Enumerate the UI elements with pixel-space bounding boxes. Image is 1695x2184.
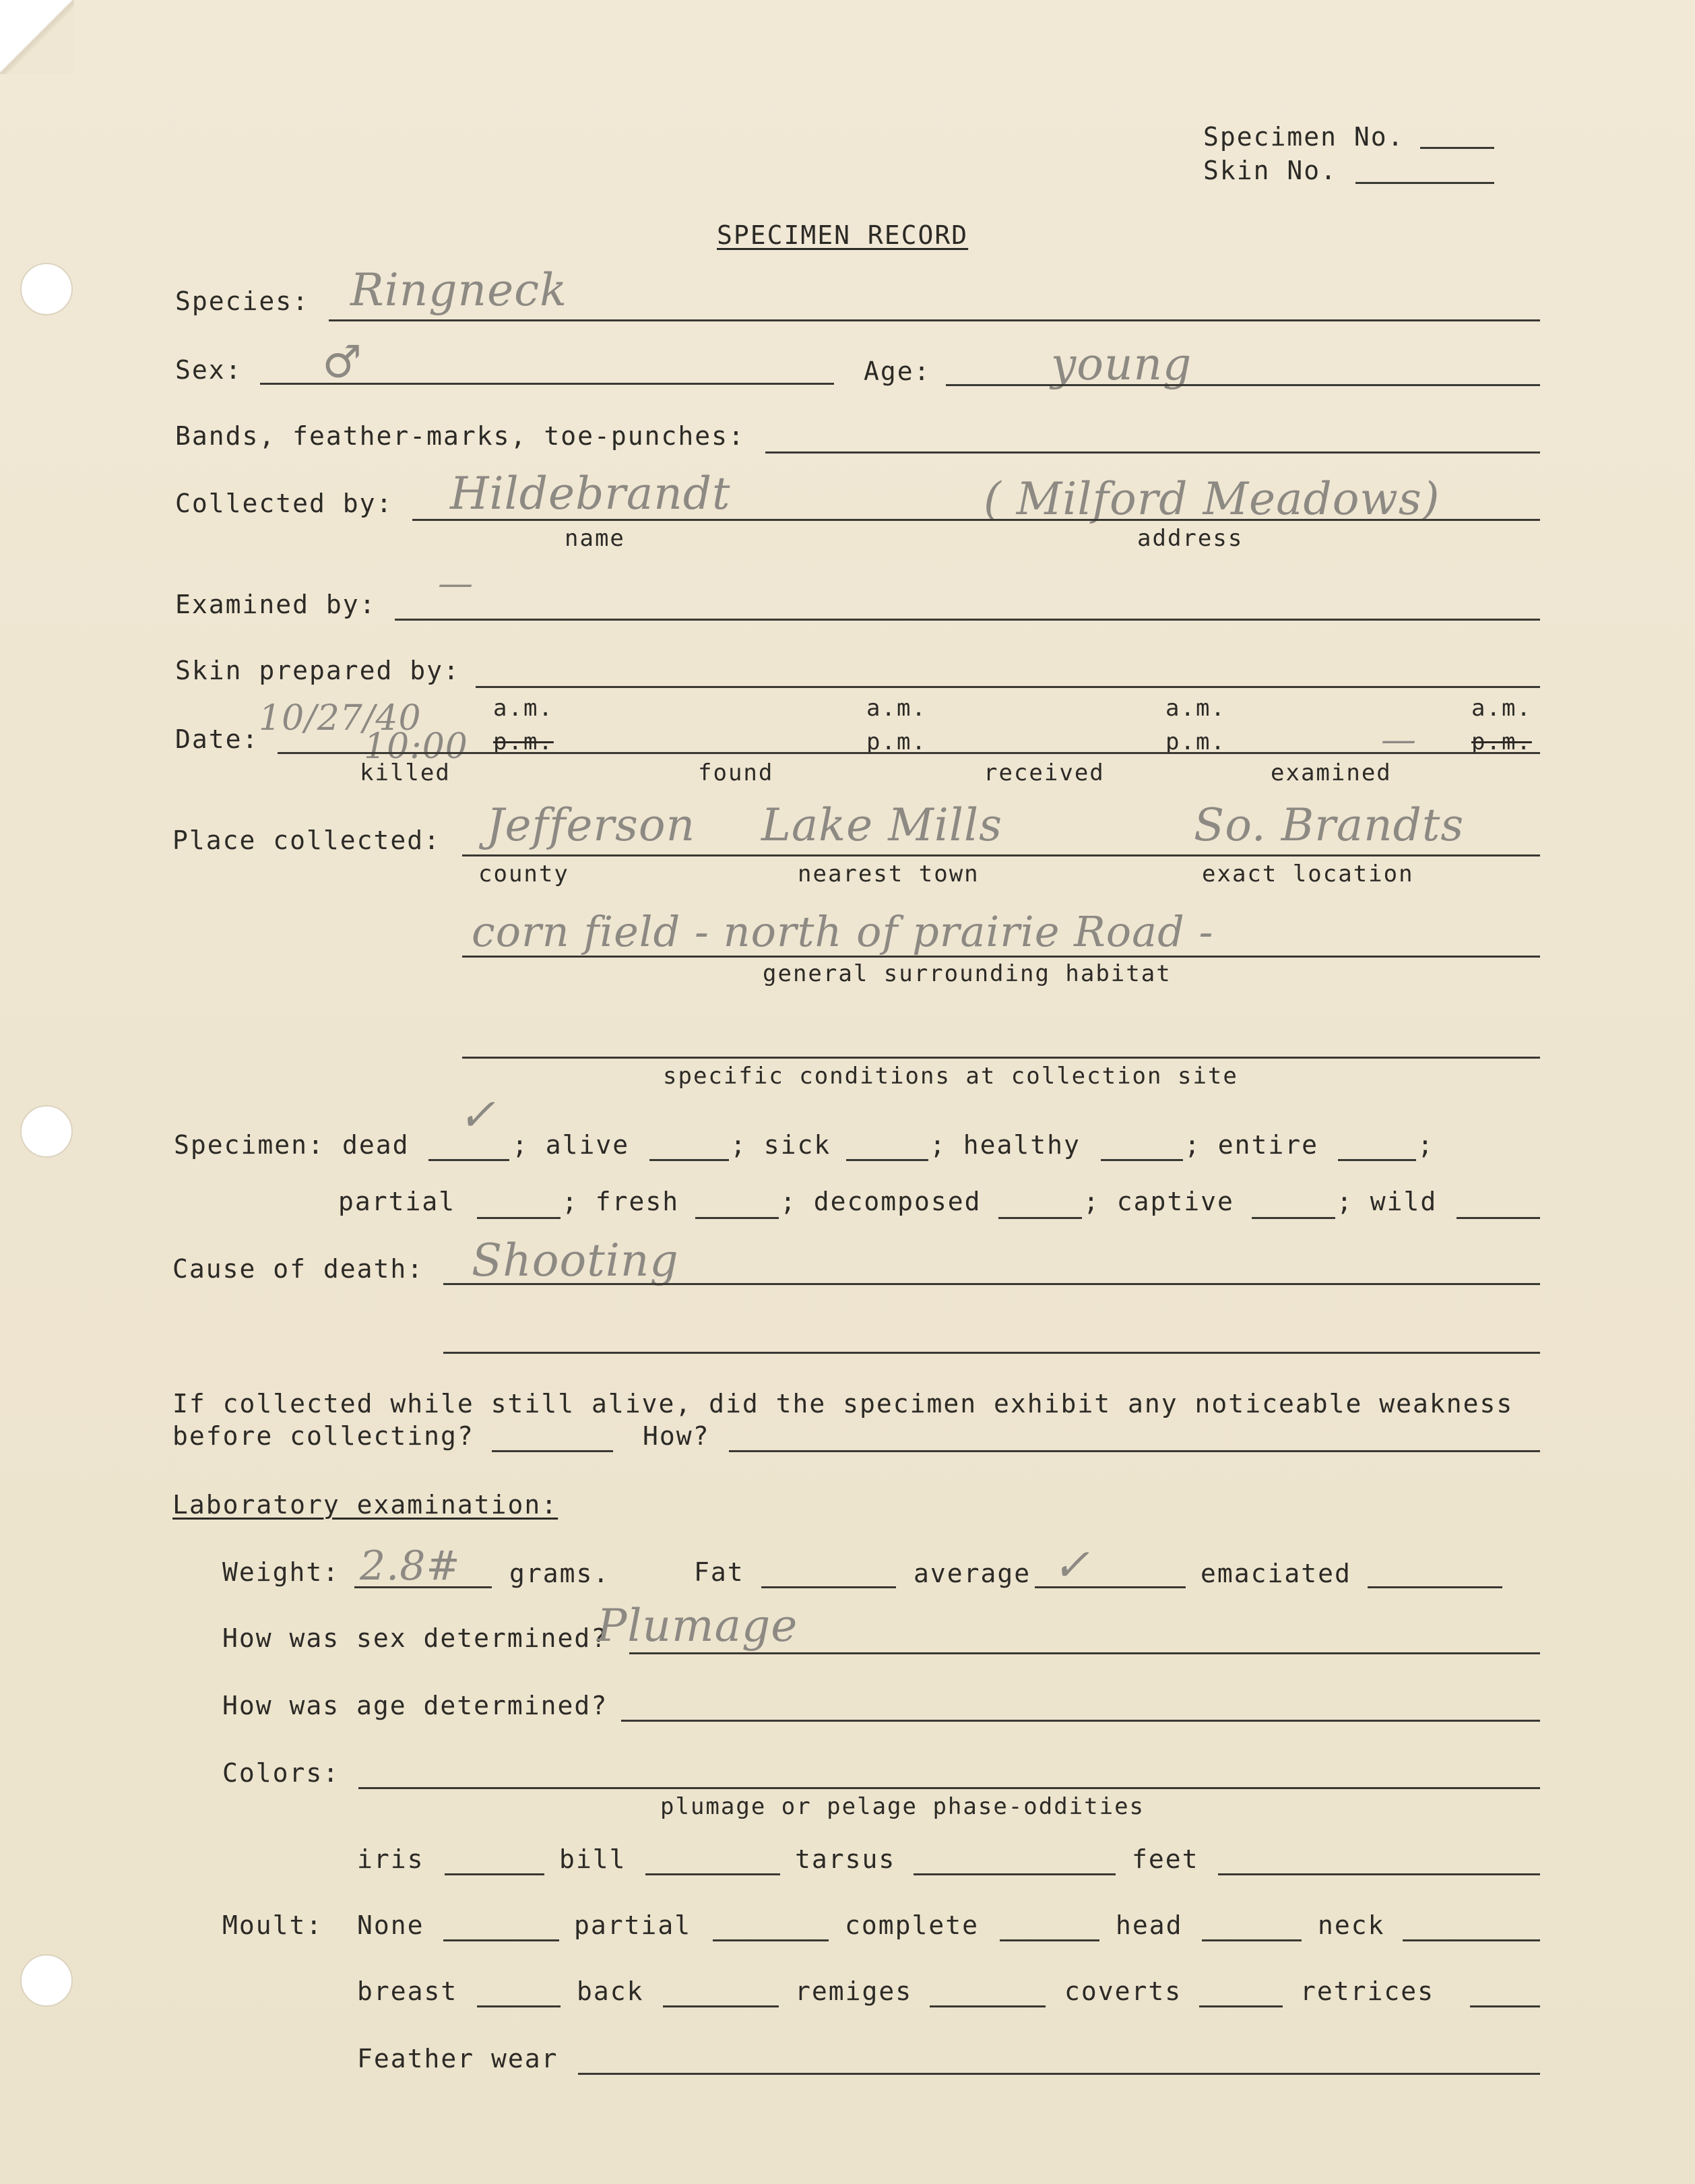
moult-neck-blank[interactable] — [1403, 1939, 1540, 1941]
fresh-blank[interactable] — [695, 1217, 779, 1219]
conditions-caption: specific conditions at collection site — [663, 1063, 1238, 1090]
feet-label: feet — [1132, 1844, 1199, 1874]
tarsus-label: tarsus — [795, 1844, 896, 1874]
killed-pm[interactable]: p.m. — [493, 728, 554, 755]
decomposed-label: ; decomposed — [780, 1187, 982, 1216]
examined-by-value: — — [438, 563, 474, 604]
age-label: Age: — [864, 356, 931, 386]
grams-label: grams. — [509, 1559, 610, 1588]
feather-wear-line[interactable] — [578, 2073, 1540, 2075]
moult-retrices-label: retrices — [1300, 1976, 1435, 2006]
dead-check: ✓ — [458, 1089, 497, 1141]
moult-breast-blank[interactable] — [477, 2005, 561, 2007]
name-caption: name — [565, 525, 625, 552]
sex-line[interactable] — [260, 383, 834, 385]
habitat-line[interactable] — [462, 956, 1540, 958]
dead-blank[interactable] — [428, 1159, 509, 1161]
moult-back-label: back — [577, 1976, 644, 2006]
address-caption: address — [1137, 525, 1244, 552]
alive-label: ; alive — [512, 1130, 630, 1160]
county-value: Jefferson — [486, 799, 696, 851]
healthy-blank[interactable] — [1101, 1159, 1183, 1161]
age-value: young — [1051, 338, 1192, 390]
age-determined-label: How was age determined? — [222, 1691, 608, 1720]
moult-head-label: head — [1116, 1910, 1183, 1940]
feet-blank[interactable] — [1218, 1873, 1540, 1875]
moult-none-label: None — [357, 1910, 424, 1940]
fresh-label: ; fresh — [562, 1187, 680, 1216]
punch-hole-top — [20, 263, 73, 315]
cause-of-death-line[interactable] — [443, 1283, 1540, 1285]
examined-caption: examined — [1271, 759, 1392, 786]
place-collected-line[interactable] — [462, 854, 1540, 856]
moult-back-blank[interactable] — [663, 2005, 779, 2007]
captive-blank[interactable] — [1252, 1217, 1335, 1219]
skin-prepared-line[interactable] — [476, 686, 1540, 688]
species-label: Species: — [175, 286, 310, 316]
captive-label: ; captive — [1083, 1187, 1234, 1216]
killed-date: 10/27/40 — [259, 698, 422, 739]
moult-coverts-label: coverts — [1064, 1976, 1182, 2006]
bands-label: Bands, feather-marks, toe-punches: — [175, 421, 745, 451]
species-line[interactable] — [329, 319, 1540, 321]
iris-blank[interactable] — [445, 1873, 544, 1875]
killed-caption: killed — [360, 759, 451, 786]
lab-exam-title: Laboratory examination: — [172, 1490, 558, 1520]
cause-of-death-line-2[interactable] — [443, 1352, 1540, 1354]
collected-by-name: Hildebrandt — [450, 468, 731, 520]
specimen-no-label: Specimen No. — [1203, 122, 1405, 152]
tarsus-blank[interactable] — [914, 1873, 1116, 1875]
colors-line[interactable] — [358, 1787, 1540, 1789]
moult-label: Moult: — [222, 1910, 323, 1940]
row-end-semicolon: ; — [1417, 1130, 1434, 1160]
punch-hole-middle — [20, 1105, 73, 1158]
moult-coverts-blank[interactable] — [1199, 2005, 1283, 2007]
species-value: Ringneck — [350, 264, 568, 316]
bill-label: bill — [559, 1844, 627, 1874]
moult-partial-blank[interactable] — [713, 1939, 829, 1941]
emaciated-blank[interactable] — [1368, 1586, 1502, 1588]
plumage-caption: plumage or pelage phase-oddities — [660, 1793, 1145, 1820]
dead-label: dead — [342, 1130, 410, 1160]
sex-determined-value: Plumage — [597, 1600, 798, 1652]
moult-complete-blank[interactable] — [1000, 1939, 1099, 1941]
average-blank[interactable] — [1035, 1586, 1186, 1588]
moult-retrices-blank[interactable] — [1470, 2005, 1540, 2007]
examined-by-label: Examined by: — [175, 590, 377, 619]
date-label: Date: — [175, 724, 259, 754]
examined-pm[interactable]: p.m. — [1471, 728, 1532, 755]
location-caption: exact location — [1202, 861, 1414, 887]
cause-of-death-value: Shooting — [472, 1235, 679, 1286]
colors-label: Colors: — [222, 1758, 340, 1788]
moult-remiges-label: remiges — [795, 1976, 913, 2006]
sick-label: ; sick — [730, 1130, 831, 1160]
folded-corner — [0, 0, 74, 74]
punch-hole-bottom — [20, 1954, 73, 2007]
entire-blank[interactable] — [1338, 1159, 1416, 1161]
sex-determined-line[interactable] — [629, 1652, 1540, 1654]
found-am[interactable]: a.m. — [866, 695, 927, 722]
moult-head-blank[interactable] — [1202, 1939, 1302, 1941]
county-caption: county — [478, 861, 569, 887]
killed-am[interactable]: a.m. — [493, 695, 554, 722]
location-value: So. Brandts — [1194, 799, 1465, 851]
habitat-value: corn field - north of prairie Road - — [472, 907, 1214, 956]
fat-blank[interactable] — [761, 1586, 896, 1588]
wild-label: ; wild — [1337, 1187, 1438, 1216]
bill-blank[interactable] — [645, 1873, 780, 1875]
decomposed-blank[interactable] — [998, 1217, 1082, 1219]
habitat-caption: general surrounding habitat — [763, 960, 1172, 987]
weakness-question-line2: before collecting? — [172, 1421, 474, 1451]
average-check: ✓ — [1052, 1539, 1091, 1591]
weight-label: Weight: — [222, 1557, 340, 1587]
moult-complete-label: complete — [845, 1910, 980, 1940]
collected-by-label: Collected by: — [175, 489, 393, 518]
partial-blank[interactable] — [477, 1217, 561, 1219]
fat-label: Fat — [694, 1557, 744, 1587]
town-value: Lake Mills — [761, 799, 1002, 851]
examined-am[interactable]: a.m. — [1471, 695, 1532, 722]
received-pm[interactable]: p.m. — [1165, 728, 1226, 755]
collected-by-address: ( Milford Meadows) — [984, 473, 1440, 525]
cause-of-death-label: Cause of death: — [172, 1254, 424, 1284]
collected-by-line[interactable] — [412, 519, 1540, 521]
age-line[interactable] — [946, 384, 1540, 386]
moult-partial-label: partial — [574, 1910, 692, 1940]
skin-no-label: Skin No. — [1203, 156, 1338, 185]
feather-wear-label: Feather wear — [357, 2044, 558, 2073]
sex-determined-label: How was sex determined? — [222, 1623, 608, 1653]
examined-by-line[interactable] — [395, 619, 1540, 621]
place-collected-label: Place collected: — [172, 825, 441, 855]
emaciated-label: emaciated — [1201, 1559, 1351, 1588]
received-am[interactable]: a.m. — [1165, 695, 1226, 722]
moult-remiges-blank[interactable] — [930, 2005, 1046, 2007]
skin-prepared-label: Skin prepared by: — [175, 656, 460, 685]
conditions-line[interactable] — [462, 1057, 1540, 1059]
weight-value: 2.8# — [360, 1542, 461, 1590]
bands-line[interactable] — [765, 451, 1540, 454]
how-label: How? — [643, 1421, 710, 1451]
healthy-label: ; healthy — [930, 1130, 1081, 1160]
partial-label: partial — [338, 1187, 456, 1216]
weight-blank[interactable] — [354, 1586, 492, 1588]
average-label: average — [914, 1559, 1031, 1588]
entire-label: ; entire — [1184, 1130, 1319, 1160]
moult-breast-label: breast — [357, 1976, 458, 2006]
date-line[interactable] — [278, 752, 1540, 754]
sex-label: Sex: — [175, 355, 243, 385]
sex-value: ♂ — [322, 336, 363, 388]
examined-mark: — — [1381, 720, 1417, 760]
age-determined-line[interactable] — [621, 1720, 1540, 1722]
sick-blank[interactable] — [846, 1159, 928, 1161]
form-title: SPECIMEN RECORD — [717, 220, 969, 250]
wild-blank[interactable] — [1457, 1217, 1540, 1219]
moult-neck-label: neck — [1318, 1910, 1385, 1940]
iris-label: iris — [357, 1844, 424, 1874]
moult-none-blank[interactable] — [443, 1939, 559, 1941]
weakness-question-line1: If collected while still alive, did the specimen exhibit any noticeable weakness — [172, 1389, 1514, 1418]
killed-time: 10:00 — [364, 726, 468, 767]
found-pm[interactable]: p.m. — [866, 728, 927, 755]
alive-blank[interactable] — [649, 1159, 729, 1161]
specimen-state-label: Specimen: — [174, 1130, 325, 1160]
town-caption: nearest town — [798, 861, 980, 887]
how-line[interactable] — [729, 1450, 1540, 1452]
skin-no-line[interactable] — [1355, 182, 1494, 184]
received-caption: received — [984, 759, 1105, 786]
specimen-no-line[interactable] — [1420, 147, 1494, 149]
weakness-answer-blank[interactable] — [492, 1450, 613, 1452]
found-caption: found — [698, 759, 774, 786]
